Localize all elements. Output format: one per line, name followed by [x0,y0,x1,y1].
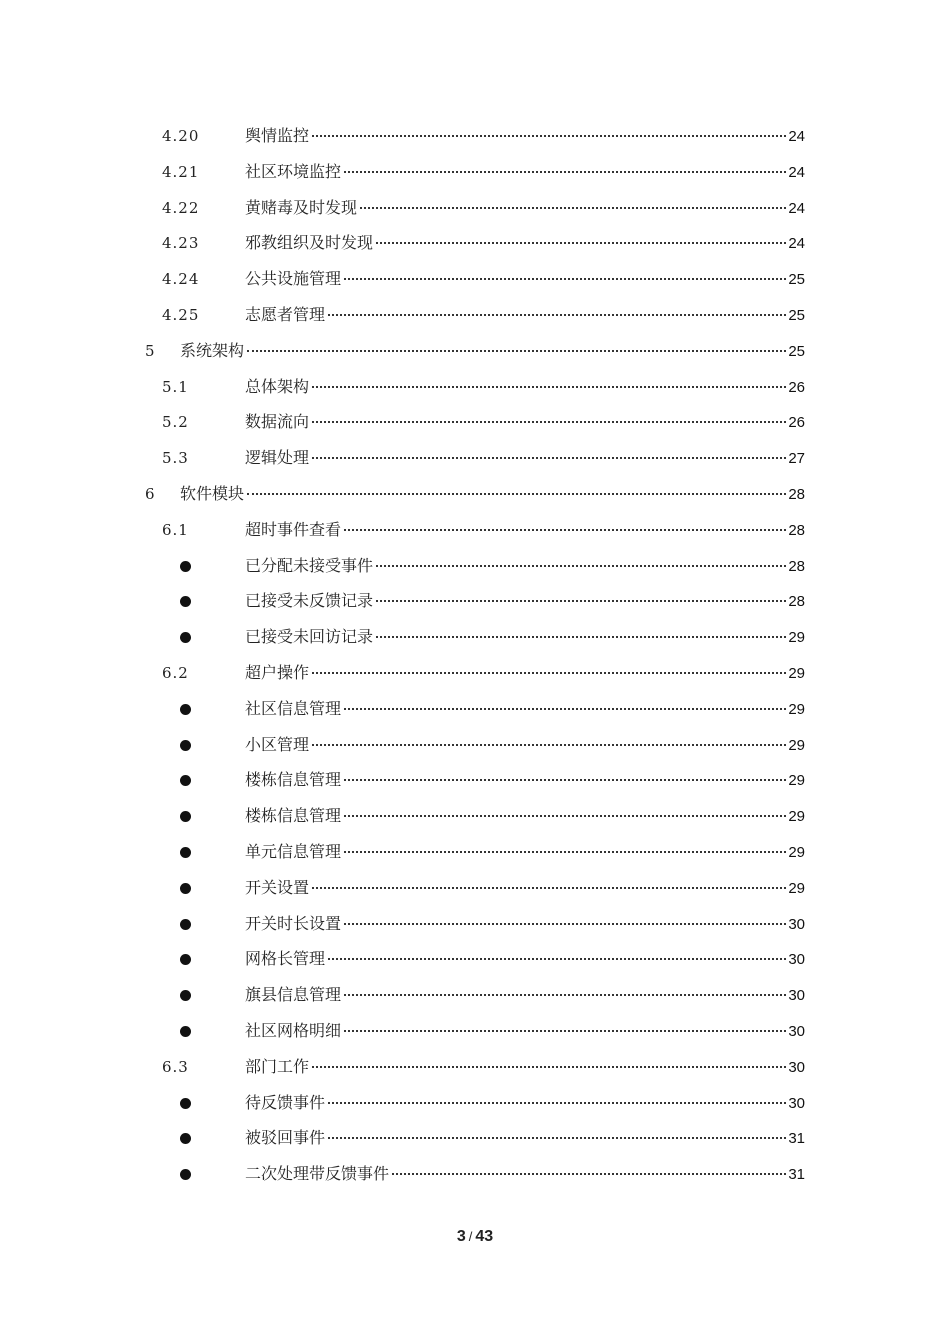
toc-entry-title: 已接受未回访记录 [245,627,374,647]
dot-leader [376,564,786,567]
bullet-icon [180,954,191,965]
toc-entry-page-number: 28 [788,521,805,539]
toc-entry-title: 单元信息管理 [245,842,342,861]
toc-entry-line [245,121,805,151]
toc-entry-title: 网格长管理 [245,949,326,969]
toc-entry-page-number: 24 [788,128,805,145]
toc-entry-number: 4.21 [162,162,200,181]
toc-entry[interactable] [0,801,950,831]
toc-entry[interactable] [0,515,950,545]
dot-leader [376,241,786,244]
toc-entry-line [245,1123,805,1153]
toc-entry-title: 被驳回事件 [245,1128,326,1148]
toc-entry[interactable] [0,1159,950,1189]
toc-entry-line [245,586,805,616]
dot-leader [247,349,786,352]
toc-entry[interactable] [0,980,950,1010]
toc-entry-page-number: 30 [788,1094,805,1112]
bullet-icon [180,990,191,1001]
dot-leader [312,1065,786,1068]
toc-entry-title: 超户操作 [245,663,310,682]
dot-leader [328,1101,786,1104]
toc-entry[interactable] [0,694,950,724]
toc-entry-page-number: 25 [788,271,805,289]
toc-entry-number: 6.1 [162,520,189,539]
toc-entry-line [245,228,805,258]
dot-leader [328,1136,786,1139]
bullet-icon [180,596,191,607]
toc-entry[interactable] [0,1123,950,1153]
bullet-icon [180,775,191,786]
dot-leader [312,456,786,459]
toc-entry[interactable] [0,479,950,509]
toc-entry-number: 4.25 [162,306,200,324]
current-page-number: 3 [456,1228,466,1245]
toc-entry-page-number: 29 [788,844,805,861]
toc-entry-line [245,1016,805,1046]
dot-leader [344,850,786,853]
dot-leader [312,385,786,388]
page-separator: / [468,1229,473,1244]
toc-entry-title: 数据流向 [245,412,310,432]
toc-entry-title: 二次处理带反馈事件 [245,1164,390,1184]
toc-entry[interactable] [0,264,950,294]
toc-entry-number: 5.2 [162,413,189,432]
toc-entry-page-number: 30 [788,987,805,1005]
toc-entry-title: 总体架构 [245,376,310,396]
dot-leader [344,528,786,531]
toc-entry-page-number: 30 [788,1058,805,1076]
bullet-icon [180,1133,191,1144]
toc-entry[interactable] [0,873,950,903]
toc-entry-line [245,1159,805,1189]
toc-entry-title: 楼栋信息管理 [245,806,342,826]
toc-entry-title: 舆情监控 [245,126,310,145]
dot-leader [344,707,786,710]
bullet-icon [180,561,191,572]
toc-entry-title: 待反馈事件 [245,1092,326,1112]
toc-entry-line [245,837,805,867]
toc-entry[interactable] [0,121,950,151]
toc-entry-number: 4.20 [162,127,200,145]
toc-entry-page-number: 29 [788,629,805,647]
dot-leader [344,277,786,280]
toc-entry-line [245,407,805,437]
toc-entry-line [245,551,805,581]
toc-entry-page-number: 28 [788,486,805,503]
toc-entry-number: 4.22 [162,198,200,217]
toc-entry-number: 6.3 [162,1057,189,1076]
bullet-icon [180,1169,191,1180]
toc-entry-number: 4.23 [162,234,200,253]
toc-entry[interactable] [0,1052,950,1082]
dot-leader [312,743,786,746]
dot-leader [328,957,786,960]
toc-entry-title: 超时事件查看 [245,519,342,539]
dot-leader [376,635,786,638]
toc-entry[interactable] [0,765,950,795]
toc-entry-title: 邪教组织及时发现 [245,233,374,253]
toc-entry-number: 5 [145,341,156,360]
toc-entry-page-number: 29 [788,808,805,826]
toc-entry-title: 公共设施管理 [245,269,342,289]
dot-leader [344,922,786,925]
dot-leader [344,993,786,996]
toc-entry-title: 社区信息管理 [245,698,342,718]
toc-entry-page-number: 27 [788,450,805,468]
toc-entry[interactable] [0,909,950,939]
toc-entry-line [180,479,805,509]
dot-leader [392,1172,786,1175]
toc-entry-page-number: 28 [788,593,805,611]
toc-entry-number: 6.2 [162,664,189,682]
toc-entry-line [180,336,805,366]
bullet-icon [180,1098,191,1109]
toc-entry[interactable] [0,157,950,187]
dot-leader [360,206,786,209]
dot-leader [312,420,786,423]
toc-entry-title: 小区管理 [245,734,310,754]
toc-entry[interactable] [0,193,950,223]
toc-entry-page-number: 25 [788,307,805,324]
toc-entry-page-number: 24 [788,199,805,217]
dot-leader [344,170,786,173]
bullet-icon [180,1026,191,1037]
toc-entry-line [245,658,805,688]
toc-entry-title: 逻辑处理 [245,448,310,468]
toc-entry-line [245,157,805,187]
toc-entry-title: 软件模块 [180,484,245,503]
toc-entry-line [245,193,805,223]
toc-entry[interactable] [0,622,950,652]
toc-entry-page-number: 29 [788,879,805,897]
toc-entry[interactable] [0,730,950,760]
toc-entry-line [245,873,805,903]
toc-entry-page-number: 24 [788,163,805,181]
toc-entry-title: 社区环境监控 [245,161,342,181]
toc-entry-number: 5.1 [162,377,189,396]
toc-entry-page-number: 29 [788,665,805,682]
toc-entry[interactable] [0,228,950,258]
dot-leader [344,778,786,781]
toc-entry[interactable] [0,1016,950,1046]
toc-entry-title: 开关时长设置 [245,913,342,933]
dot-leader [328,313,786,316]
toc-entry-line [245,443,805,473]
toc-entry[interactable] [0,1088,950,1118]
toc-entry-line [245,1088,805,1118]
toc-entry[interactable] [0,551,950,581]
toc-entry-page-number: 31 [788,1130,805,1148]
toc-entry[interactable] [0,658,950,688]
toc-entry-page-number: 26 [788,378,805,396]
toc-entry-line [245,622,805,652]
toc-entry-line [245,372,805,402]
bullet-icon [180,883,191,894]
toc-entry-page-number: 31 [788,1166,805,1184]
toc-entry-title: 旗县信息管理 [245,985,342,1005]
dot-leader [344,814,786,817]
toc-entry-page-number: 30 [788,951,805,969]
bullet-icon [180,740,191,751]
toc-entry[interactable] [0,837,950,867]
toc-entry-line [245,765,805,795]
toc-entry-page-number: 24 [788,235,805,253]
toc-entry-number: 4.24 [162,270,200,289]
dot-leader [312,671,786,674]
toc-entry-title: 已分配未接受事件 [245,555,374,575]
toc-entry-line [245,1052,805,1082]
toc-entry[interactable] [0,944,950,974]
toc-entry[interactable] [0,372,950,402]
toc-entry-page-number: 25 [788,342,805,360]
toc-entry-page-number: 26 [788,414,805,432]
toc-entry[interactable] [0,443,950,473]
total-pages: 43 [475,1228,494,1245]
toc-entry-number: 6 [145,485,156,503]
toc-entry-title: 黄赌毒及时发现 [245,197,358,217]
page-footer [0,1228,950,1246]
dot-leader [312,886,786,889]
bullet-icon [180,632,191,643]
toc-entry-line [245,694,805,724]
toc-entry-page-number: 28 [788,557,805,575]
dot-leader [312,134,786,137]
toc-entry-line [245,730,805,760]
toc-entry-page-number: 29 [788,700,805,718]
bullet-icon [180,704,191,715]
bullet-icon [180,811,191,822]
toc-entry-page-number: 29 [788,772,805,790]
dot-leader [344,1029,786,1032]
toc-entry-line [245,980,805,1010]
toc-entry-title: 已接受未反馈记录 [245,591,374,611]
toc-entry-page-number: 29 [788,736,805,754]
toc-entry-title: 系统架构 [180,340,245,360]
toc-entry-title: 开关设置 [245,877,310,897]
toc-entry-number: 5.3 [162,449,189,468]
toc-entry-page-number: 30 [788,1023,805,1040]
toc-entry-title: 楼栋信息管理 [245,770,342,790]
bullet-icon [180,847,191,858]
toc-entry-title: 部门工作 [245,1056,310,1076]
toc-entry-title: 志愿者管理 [245,305,326,324]
toc-entry-line [245,801,805,831]
toc-entry-line [245,909,805,939]
toc-entry-line [245,300,805,330]
toc-entry[interactable] [0,407,950,437]
toc-entry-line [245,944,805,974]
toc-entry-title: 社区网格明细 [245,1021,342,1040]
toc-entry[interactable] [0,336,950,366]
dot-leader [376,599,786,602]
toc-entry-page-number: 30 [788,915,805,933]
bullet-icon [180,919,191,930]
toc-entry-line [245,515,805,545]
toc-entry[interactable] [0,300,950,330]
toc-entry[interactable] [0,586,950,616]
dot-leader [247,492,786,495]
toc-entry-line [245,264,805,294]
